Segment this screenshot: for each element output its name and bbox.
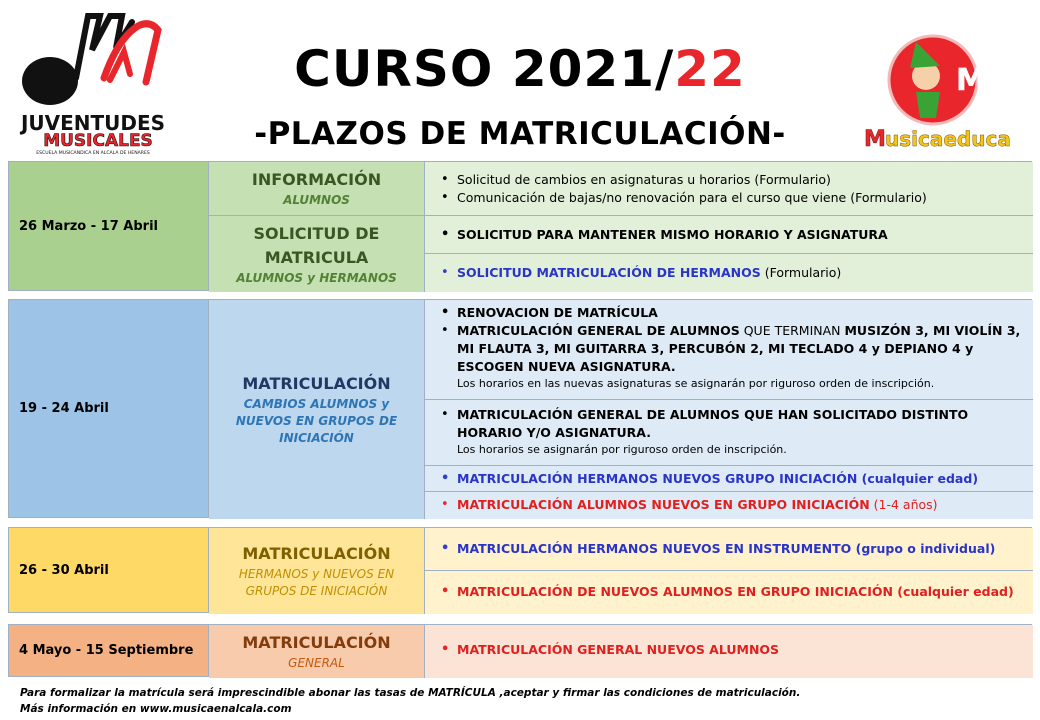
item-plain: QUE TERMINAN [739,323,845,338]
svg-text:ESCUELA MUSICANDICA EN ALCALA: ESCUELA MUSICANDICA EN ALCALA DE HENARES [36,151,150,156]
section-title-line2: MATRICULA [264,247,369,267]
title-year-highlight: 22 [674,40,746,98]
period-block-changes [8,299,1032,518]
item-bold: MUSIZÓN 3, MI VIOLÍN 3, MI FLAUTA 3, MI GUITARRA 3, PERCUBÓN 2, MI TECLADO 4 y DEPIANO 4 y ESCOGEN NUEVA ASIGNATURA. [457,323,1021,374]
list-item: • Solicitud de cambios en asignaturas u horarios (Formulario) [437,171,1023,189]
svg-text:M: M [956,63,986,98]
general-new-cell [425,625,1033,678]
svg-text:JUVENTUDES: JUVENTUDES [20,111,166,135]
siblings-init-cell [425,466,1033,492]
info-items-cell [425,162,1033,216]
section-subtitle: ALUMNOS y HERMANOS [236,270,397,285]
section-solicitud [209,216,425,292]
section-information [209,162,425,216]
section-title: MATRICULACIÓN [242,544,391,563]
section-subtitle: CAMBIOS ALUMNOS y NUEVOS EN GRUPOS DE INICIACIÓN [235,397,398,445]
section-subtitle: GENERAL [288,656,345,670]
item-bold: MATRICULACIÓN GENERAL DE ALUMNOS QUE HAN SOLICITADO DISTINTO HORARIO Y/O ASIGNATURA. [457,407,969,440]
new-students-init-cell [425,571,1033,614]
period-block-siblings [8,527,1032,613]
section-title: INFORMACIÓN [251,170,382,189]
item-bold: MATRICULACIÓN GENERAL DE ALUMNOS [457,323,740,338]
list-item: • MATRICULACIÓN HERMANOS NUEVOS GRUPO INICIACIÓN (cualquier edad) [437,470,1023,488]
list-item: • SOLICITUD PARA MANTENER MISMO HORARIO Y ASIGNATURA [437,226,1023,244]
siblings-instrument-cell [425,528,1033,571]
period-date: 26 Marzo - 17 Abril [9,162,209,290]
period-date: 26 - 30 Abril [9,528,209,612]
new-init-cell [425,492,1033,519]
footer-note [20,685,800,717]
list-item: • RENOVACION DE MATRÍCULA [437,304,1023,322]
period-block-information [8,161,1032,291]
item-bold: MATRICULACIÓN ALUMNOS NUEVOS EN GRUPO INICIACIÓN [457,497,870,512]
svg-text:MUSICALES: MUSICALES [43,131,153,151]
solicitud-item-cell [425,216,1033,254]
section-title: MATRICULACIÓN [242,633,391,652]
list-item: • MATRICULACIÓN DE NUEVOS ALUMNOS EN GRUPO INICIACIÓN (cualquier edad) [437,583,1023,601]
item-note: Los horarios en las nuevas asignaturas se asignarán por riguroso orden de inscripción. [457,377,935,390]
renovation-cell [425,300,1033,400]
section-matriculacion [209,300,425,519]
section-subtitle: HERMANOS y NUEVOS EN GRUPOS DE INICIACIÓN [238,567,395,598]
section-title-line1: SOLICITUD DE [253,223,380,243]
info-list [437,171,1023,207]
title-prefix: CURSO 2021/ [294,40,675,98]
section-matriculacion [209,625,425,678]
distinct-schedule-cell [425,400,1033,466]
page-subtitle: -PLAZOS DE MATRICULACIÓN- [254,116,786,152]
header [0,0,1040,160]
period-date: 19 - 24 Abril [9,300,209,517]
item-bold: SOLICITUD MATRICULACIÓN DE HERMANOS [457,265,761,280]
section-matriculacion [209,528,425,614]
section-title: MATRICULACIÓN [242,374,391,393]
list-item: • MATRICULACIÓN GENERAL NUEVOS ALUMNOS [437,641,1023,659]
list-item [437,264,1023,282]
list-item [437,406,1023,457]
item-note: (Formulario) [760,265,842,280]
musicaeduca-logo [858,22,1028,154]
section-subtitle: ALUMNOS [283,193,350,207]
list-item: • Comunicación de bajas/no renovación para el curso que viene (Formulario) [437,189,1023,207]
footer-link: Más información en www.musicaenalcala.com [20,703,292,715]
hermanos-item-cell [425,254,1033,292]
period-date: 4 Mayo - 15 Septiembre [9,625,209,676]
list-item: • MATRICULACIÓN HERMANOS NUEVOS EN INSTRUMENTO (grupo o individual) [437,540,1023,558]
item-note: Los horarios se asignarán por riguroso orden de inscripción. [457,443,787,456]
list-item [437,496,1023,514]
svg-text:M: M [864,127,886,152]
list-item [437,322,1023,391]
svg-text:usicaeduca: usicaeduca [885,127,1011,151]
item-note: (1-4 años) [869,497,938,512]
period-block-general [8,624,1032,677]
footer-line: Para formalizar la matrícula será imprescindible abonar las tasas de MATRÍCULA ,aceptar y firmar las condiciones de matriculación. [20,687,801,699]
